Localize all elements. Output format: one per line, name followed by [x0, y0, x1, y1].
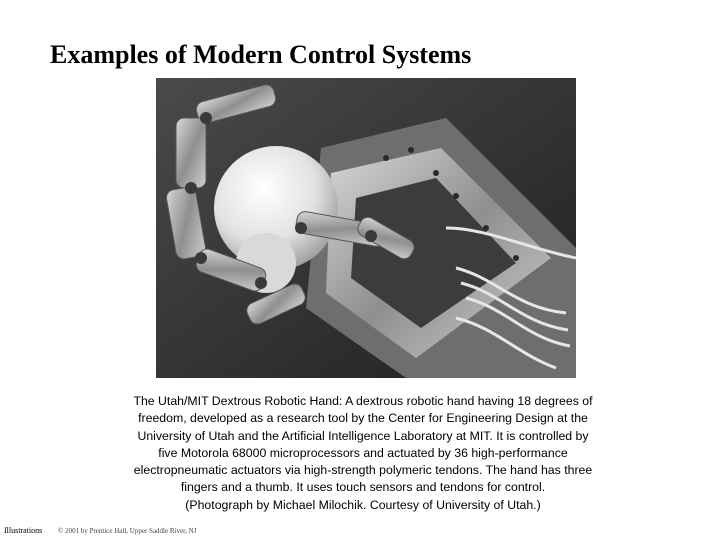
robotic-hand-photo	[156, 78, 576, 378]
footer-copyright: © 2001 by Prentice Hall, Upper Saddle River, NJ	[58, 527, 197, 535]
caption-line: five Motorola 68000 microprocessors and actuated by 36 high-performance	[158, 445, 568, 460]
caption-line: The Utah/MIT Dextrous Robotic Hand: A dextrous robotic hand having 18 degrees of	[133, 394, 593, 408]
caption-line: (Photograph by Michael Milochik. Courtesy of University of Utah.)	[185, 497, 541, 512]
caption-line: freedom, developed as a research tool by the Center for Engineering Design at the	[138, 411, 588, 426]
caption-line: University of Utah and the Artificial Intelligence Laboratory at MIT. It is controlled by	[137, 428, 589, 443]
slide-title: Examples of Modern Control Systems	[50, 40, 472, 69]
footer-label: Illustrations	[4, 526, 43, 535]
photo-caption	[126, 393, 600, 514]
caption-line: electropneumatic actuators via high-strength polymeric tendons. The hand has three	[133, 463, 593, 478]
robotic-hand-illustration	[156, 78, 576, 378]
caption-line: fingers and a thumb. It uses touch sensors and tendons for control.	[180, 480, 546, 495]
